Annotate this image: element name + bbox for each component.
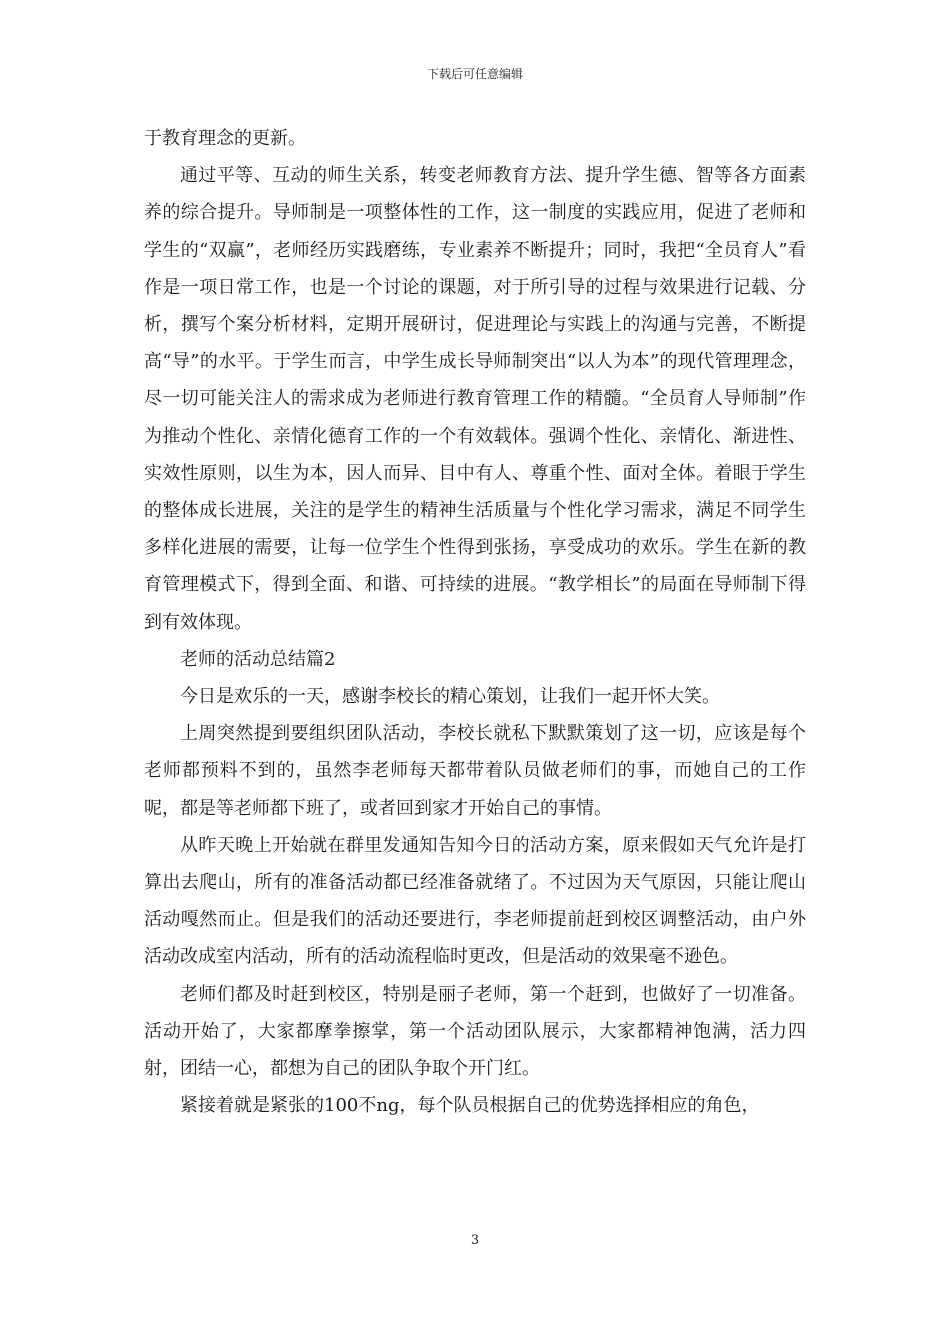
paragraph: 从昨天晚上开始就在群里发通知告知今日的活动方案，原来假如天气允许是打算出去爬山，所有的准备活动都已经准备就绪了。不过因为天气原因，只能让爬山活动嘎然而止。但是我们的活动还要进行，李老师提前赶到校区调整活动，由户外活动改成室内活动，所有的活动流程临时更改，但是活动的效果毫不逊色。: [144, 834, 806, 968]
paragraph: 今日是欢乐的一天，感谢李校长的精心策划，让我们一起开怀大笑。: [180, 686, 720, 708]
paragraph: 老师们都及时赶到校区，特别是丽子老师，第一个赶到，也做好了一切准备。活动开始了，大家都摩拳擦掌，第一个活动团队展示，大家都精神饱满，活力四射，团结一心，都想为自己的团队争取个开门红。: [144, 983, 806, 1080]
section-heading: 老师的活动总结篇2: [180, 648, 336, 670]
page-number: 3: [470, 1233, 480, 1248]
paragraph: 紧接着就是紧张的100不ng，每个队员根据自己的优势选择相应的角色，: [180, 1095, 760, 1117]
paragraph: 上周突然提到要组织团队活动，李校长就私下默默策划了这一切，应该是每个老师都预料不到的，虽然李老师每天都带着队员做老师们的事，而她自己的工作呢，都是等老师都下班了，或者回到家才开始自己的事情。: [144, 723, 806, 819]
paragraph: 于教育理念的更新。: [144, 128, 306, 149]
document-body: [144, 120, 806, 1124]
page-header: 下载后可任意编辑: [426, 67, 523, 81]
paragraph: 通过平等、互动的师生关系，转变老师教育方法、提升学生德、智等各方面素养的综合提升。导师制是一项整体性的工作，这一制度的实践应用，促进了老师和学生的“双赢”，老师经历实践磨练，专业素养不断提升；同时，我把“全员育人”看作是一项日常工作，也是一个讨论的课题，对于所引导的过程与效果进行记载、分析，撰写个案分析材料，定期开展研讨，促进理论与实践上的沟通与完善，不断提高“导”的水平。于学生而言，中学生成长导师制突出“以人为本”的现代管理理念，尽一切可能关注人的需求成为老师进行教育管理工作的精髓。“全员育人导师制”作为推动个性化、亲情化德育工作的一个有效载体。强调个性化、亲情化、渐进性、实效性原则，以生为本，因人而异、目中有人、尊重个性、面对全体。着眼于学生的整体成长进展，关注的是学生的精神生活质量与个性化学习需求，满足不同学生多样化进展的需要，让每一位学生个性得到张扬，享受成功的欢乐。学生在新的教育管理模式下，得到全面、和谐、可持续的进展。“教学相长”的局面在导师制下得到有效体现。: [144, 165, 806, 633]
